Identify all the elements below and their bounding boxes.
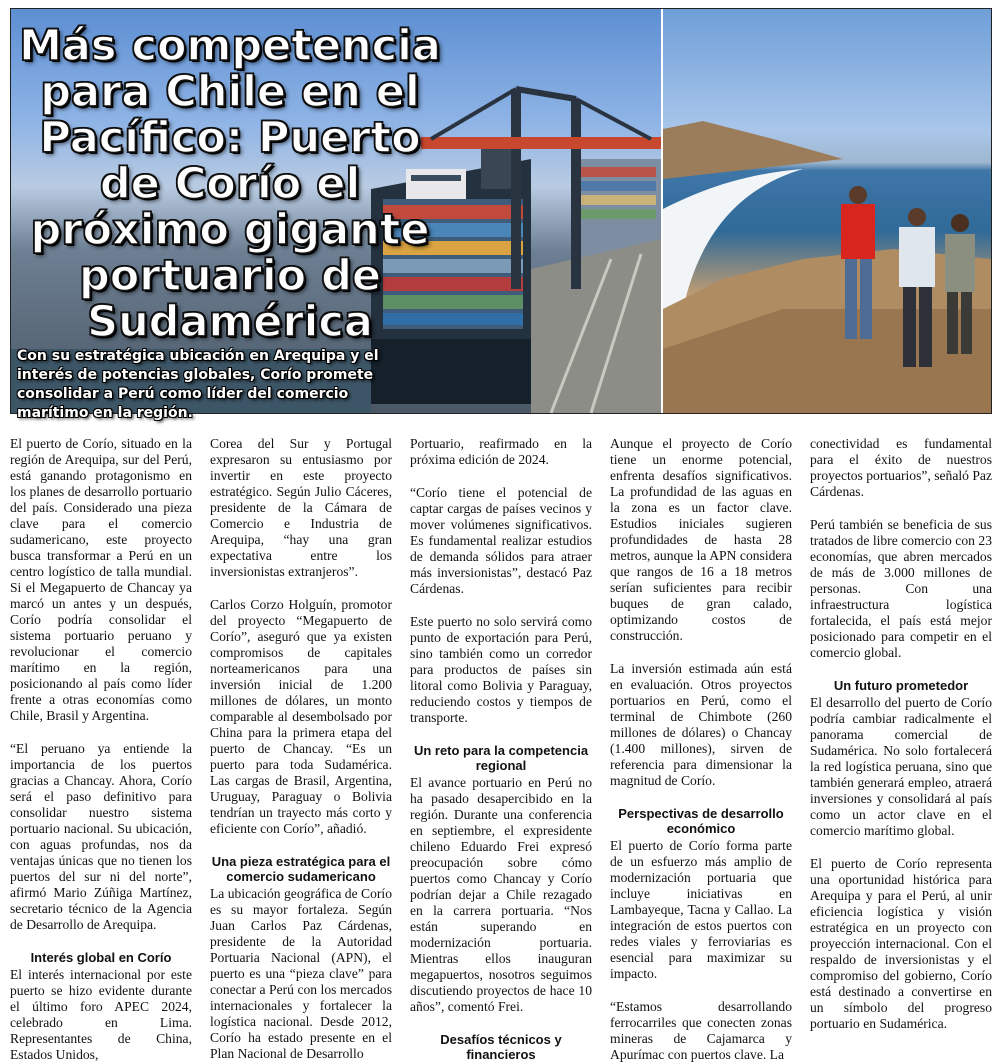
article-column-4 [610, 436, 792, 1062]
section-heading: Una pieza estratégica para el comercio sudamericano [211, 854, 391, 884]
article-body [10, 436, 994, 1062]
paragraph: conectividad es fundamental para el éxito de nuestros proyectos portuarios”, señaló Paz Cárdenas. [810, 436, 992, 499]
section-heading: Un reto para la competencia regional [413, 743, 589, 773]
paragraph: El desarrollo del puerto de Corío podría cambiar radicalmente el panorama comercial de Sudamérica. No solo fortalecerá la red logística peruana, sino que también generará empleo, atraerá inversiones y consolidará al país como un actor clave en el comercio marítimo global. [810, 695, 992, 838]
coast-scene-graphic [663, 9, 991, 413]
article-column-3 [410, 436, 592, 1062]
paragraph: El avance portuario en Perú no ha pasado desapercibido en la región. Durante una conferencia en septiembre, el expresidente chileno Eduardo Frei expresó preocupación sobre cómo puertos como Chancay y Corío podrían dejar a Chile rezagado en la carrera portuaria. “Nos están superando en modernización portuaria. Mientras ellos inauguran megapuertos, nosotros seguimos discutiendo proyectos de hace 10 años”, comentó Frei. [410, 775, 592, 1014]
paragraph: La ubicación geográfica de Corío es su mayor fortaleza. Según Juan Carlos Paz Cárdenas, presidente de la Autoridad Portuaria Nacional (APN), el puerto es una “pieza clave” para conectar a Perú con los mercados internacionales y fortalecer la logística nacional. Desde 2012, Corío ha estado presente en el Plan Nacional de Desarrollo [210, 886, 392, 1061]
article-column-2 [210, 436, 392, 1061]
section-heading: Desafíos técnicos y financieros [440, 1032, 562, 1062]
paragraph: El puerto de Corío representa una oportunidad histórica para Arequipa y para el Perú, al unir eficiencia logística y visión estratégica en un proyecto con proyección internacional. Con el respaldo de inversionistas y el compromiso del gobierno, Corío está destinado a convertirse en un símbolo del progreso portuario en Sudamérica. [810, 856, 992, 1031]
coastal-cliff-photo [663, 9, 991, 413]
paragraph: El puerto de Corío, situado en la región de Arequipa, sur del Perú, está ganando protagonismo en los planes de desarrollo portuario del país. Considerado una pieza clave para el comercio sudamericano, este proyecto busca transformar a Perú en un centro logístico de talla mundial. Si el Megapuerto de Chancay ya marcó un antes y un después, Corío podría consolidar el sistema portuario peruano y revolucionar el comercio marítimo en la región, posicionando al país como líder frente a otras economías como Chile, Brasil y Argentina. [10, 436, 192, 723]
article-column-1 [10, 436, 192, 1062]
paragraph: “Estamos desarrollando ferrocarriles que conecten zonas mineras de Cajamarca y Apurímac con puertos clave. La [610, 999, 792, 1062]
paragraph: El puerto de Corío forma parte de un esfuerzo más amplio de modernización portuaria que incluye iniciativas en Lambayeque, Tacna y Callao. La integración de estos puertos con redes viales y ferroviarias es esencial para maximizar su impacto. [610, 838, 792, 981]
paragraph: Perú también se beneficia de sus tratados de libre comercio con 23 economías, que abren mercados de más de 3.000 millones de personas. Con una infraestructura logística fortalecida, el país está mejor posicionado para competir en el comercio global. [810, 517, 992, 660]
paragraph: El interés internacional por este puerto se hizo evidente durante el último foro APEC 2024, celebrado en Lima. Representantes de China, Estados Unidos, [10, 967, 192, 1062]
paragraph: Aunque el proyecto de Corío tiene un enorme potencial, enfrenta desafíos significativos. La profundidad de las aguas en la zona es un factor clave. Estudios iniciales sugieren profundidades de hasta 28 metros, aunque la APN considera que rangos de 16 a 18 metros serían suficientes para recibir buques de gran calado, optimizando costos de construcción. [610, 436, 792, 643]
section-heading: Un futuro prometedor [833, 678, 969, 693]
paragraph: “Corío tiene el potencial de captar cargas de países vecinos y mover volúmenes significativos. Es fundamental realizar estudios de demanda sólidos para atraer más inversionistas”, destacó Paz Cárdenas. [410, 485, 592, 596]
section-heading: Interés global en Corío [30, 950, 172, 965]
paragraph: Carlos Corzo Holguín, promotor del proyecto “Megapuerto de Corío”, aseguró que ya existen compromisos de capitales norteamericanos para una inversión inicial de 1.200 millones de dólares, un monto comparable al desembolsado por China para la primera etapa del puerto de Chancay. “Es un puerto para toda Sudamérica. Las cargas de Brasil, Argentina, Uruguay, Paraguay o Bolivia tendrían un trayecto más corto y eficiente con Corío”, añadió. [210, 597, 392, 836]
subheadline: Con su estratégica ubicación en Arequipa y el interés de potencias globales, Corío promete consolidar a Perú como líder del comercio marítimo en la región. [17, 348, 379, 421]
paragraph: “El peruano ya entiende la importancia de los puertos gracias a Chancay. Ahora, Corío será el paso definitivo para consolidar nuestro sistema portuario nacional. Su ubicación, con aguas profundas, nos da ventajas únicas que no tienen los puertos del sur ni del norte”, afirmó Mario Zúñiga Martínez, secretario técnico de la Agencia de Desarrollo de Arequipa. [10, 741, 192, 932]
paragraph: Corea del Sur y Portugal expresaron su entusiasmo por invertir en este proyecto estratégico. Según Julio Cáceres, presidente de la Cámara de Comercio e Industria de Arequipa, “hay una gran expectativa entre los inversionistas extranjeros”. [210, 436, 392, 579]
headline: Más competencia para Chile en el Pacífico: Puerto de Corío el próximo gigante portuario de Sudamérica [19, 21, 441, 347]
section-heading: Perspectivas de desarrollo económico [618, 806, 784, 836]
hero-banner [10, 8, 992, 421]
paragraph: Portuario, reafirmado en la próxima edición de 2024. [410, 436, 592, 467]
paragraph: Este puerto no solo servirá como punto de exportación para Perú, sino también como un corredor para productos de países sin litoral como Bolivia y Paraguay, reduciendo costos y tiempos de transporte. [410, 614, 592, 725]
article-column-5 [810, 436, 992, 1034]
paragraph: La inversión estimada aún está en evaluación. Otros proyectos portuarios en Perú, como el terminal de Chimbote (260 millones de dólares) o Chancay (1.400 millones), sirven de referencia para dimensionar la magnitud de Corío. [610, 661, 792, 788]
